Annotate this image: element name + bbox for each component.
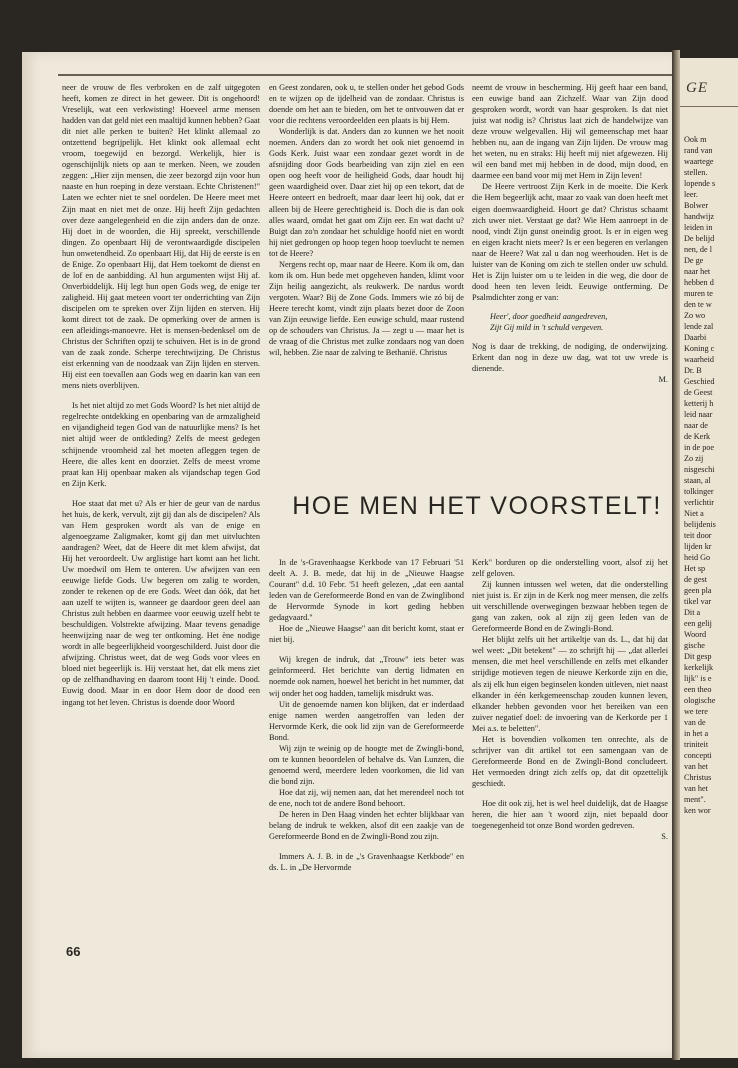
text-line: lende zal xyxy=(684,322,714,331)
paragraph: Hoe staat dat met u? Als er hier de geur van de nardus het huis, de kerk, vervult, zijt gij dan als de discipelen? Als van Hem gesproken wordt als van de enige en algenoegzame Zaligmaker, komt gij dan met uitvluchten aandragen? Weet, dat de Heere dit met klem afwijst, dat Hij het veroordeelt. Uw arglistige hart komt aan het licht. Uw moedwil om Hem te onteren. Uw afwijzen van een eeuwige liefde Gods. Uw begeren om zalig te worden, zonder te rekenen op de ere Gods. Weet dan óók, dat het aan uzelf te wijten is, wanneer ge daardoor geen deel aan Christus zult hebben en daarmee voor eeuwig uzelf hebt te beschuldigen. Volstrekte afwijzing. Maar tevens genadige heenwijzing naar de weg ter ontkoming. Het ène nodige wordt in alle begeerlijkheid voorgeschilderd. Juist door die afwijzing. Christus weet, dat de weg Gods voor vlees en bloed niet begeerlijk is. Hij verstaat het, dat elk mens ziet op de zelfhandhaving en daarom toont Hij 't einde. Dood. Euwig dood. Maar in en door Hem door de dood een ingang tot het leven. Christus is doende door Woord xyxy=(62,498,260,707)
text-line: in het a xyxy=(684,729,709,738)
text-line: den te w xyxy=(684,300,712,309)
text-line: Zo wo xyxy=(684,311,706,320)
text-line: stellen. xyxy=(684,168,708,177)
text-line: Daarbi xyxy=(684,333,707,342)
paragraph: De Heere vertroost Zijn Kerk in de moeite. Die Kerk die Hem begeerlijk acht, maar zo vaak van doen heeft met eigen doemwaardigheid. Hoort ge dat? Christus schaamt zich uwer niet. Verstaat ge dat? Wie Hem aanroept in de nood, vindt Zijn gunst oneindig groot. Is er in eigen weg en eigen kracht niets meer? Is er een begeren en verlangen naar de Heere? Wat zal u dan nog weerhouden. Het is de luister van de Koning om zich te stellen onder uw schuld. Het is Zijn luister om u te leiden in die weg, die door de dood heen ten leven leidt. Eeuwige ontferming. De Psalmdichter zong er van: xyxy=(472,182,668,302)
top-rule xyxy=(680,106,738,107)
poem-verse xyxy=(472,311,668,333)
text-line: lijk" is e xyxy=(684,674,712,683)
text-line: Niet a xyxy=(684,509,704,518)
text-line: nisgeschi xyxy=(684,465,715,474)
poem-line: Heer', door goedheid aangedreven, xyxy=(490,311,608,321)
paragraph: neemt de vrouw in bescherming. Hij geeft haar een band, een euwige band aan Zichzelf. Waar van Zijn dood gesproken wordt, wordt van haar gesproken. Is dat niet juist wat nodig is? Christus laat zich de handelwijze van deze vrouw welgevallen. Hij wil gemeenschap met haar hebben nu, aan de ingang van Zijn lijden. De vrouw mag het weten, nu en straks: Hij heeft mij niet afgewezen. Hij wil een band met mij hebben in de dood, mijn dood, en daarmee een band voor mij met Hem in Zijn leven! xyxy=(472,83,668,181)
paragraph: en Geest zondaren, ook u, te stellen onder het gebod Gods en te wijzen op de ijdelheid van de zondaar. Christus is doende om het aan te bieden, om het te ontvouwen dat er voor die rechtens veroordeelden een plaats is bij Hem. xyxy=(269,83,464,126)
text-line: ment". xyxy=(684,795,706,804)
paragraph: Wonderlijk is dat. Anders dan zo kunnen we het nooit noemen. Anders dan zo wordt het ook niet genoemd in Gods Kerk. Juist waar een zondaar gezet wordt in de afsnijding door Gods bearbeiding van zijn ziel en een open oog heeft voor de heiligheid Gods, daar houdt hij geen waardigheid over. Daar ziet hij op een tekort, dat de Heere onteert en bedroeft, maar daar leert hij ook, dat er alleen bij de Heere gerechtigheid is. Doch die is dan ook alles waard, omdat het gaat om Zijn eer. En wat dacht u? Buigt dan zo'n zondaar het schuldige hoofd niet en wordt hij niet gedrongen op hoop tegen hoop toevlucht te nemen tot de Heere? xyxy=(269,127,464,258)
paragraph: Wij kregen de indruk, dat „Trouw" iets beter was geïnformeerd. Het berichtte van dertig lidmaten en noemde ook namen, hoewel het bericht in het nummer, dat wij onder het oog hadden, tamelijk misdrukt was. xyxy=(269,655,464,698)
text-line: De belijd xyxy=(684,234,715,243)
text-line: in de poe xyxy=(684,443,715,452)
text-line: Christus xyxy=(684,773,712,782)
text-line: waartege xyxy=(684,157,714,166)
text-line: naar het xyxy=(684,267,711,276)
paragraph: Hoe dat zij, wij nemen aan, dat het merendeel noch tot de ene, noch tot de andere Bond behoort. xyxy=(269,787,464,808)
page-number: 66 xyxy=(66,944,81,959)
text-line: teit door xyxy=(684,531,712,540)
text-line: verlichtir xyxy=(684,498,715,507)
text-line: Het sp xyxy=(684,564,706,573)
text-line: nen, de l xyxy=(684,245,712,254)
text-line: belijdenis xyxy=(684,520,716,529)
paragraph: Immers A. J. B. in de „'s Gravenhaagse Kerkbode" en ds. L. in „De Hervormde xyxy=(269,852,464,873)
text-line: lijden kr xyxy=(684,542,712,551)
paragraph: Uit de genoemde namen kon blijken, dat er inderdaad enige namen werden aangetroffen van leden der Hervormde Kerk, die ook lid zijn van de Gereformeerde Bond. xyxy=(269,699,464,742)
text-line: kerkelijk xyxy=(684,663,714,672)
paragraph: Hoe de „Nieuwe Haagse" aan dit bericht komt, staat er niet bij. xyxy=(269,624,464,645)
text-line: de Geest xyxy=(684,388,713,397)
text-line: waarheid xyxy=(684,355,715,364)
text-line: Woord xyxy=(684,630,707,639)
paragraph: Kerk" borduren op die onderstelling voort, alsof zij het zelf geloven. xyxy=(472,558,668,579)
paragraph: In de 's-Gravenhaagse Kerkbode van 17 Februari '51 deelt A. J. B. mede, dat hij in de „Nieuwe Haagse Courant" d.d. 10 Febr. '51 heeft gelezen, „dat een aantal leden van de Gereformeerde Bond en van de Zwinglibond de Hervormde Synode in kort geding hebben gedagvaard." xyxy=(269,558,464,623)
column-left xyxy=(62,82,260,902)
text-line: van de xyxy=(684,718,706,727)
text-line: Koning c xyxy=(684,344,715,353)
text-line: muren te xyxy=(684,289,713,298)
text-line: De ge xyxy=(684,256,704,265)
text-line: hebben d xyxy=(684,278,714,287)
paragraph: Nergens recht op, maar naar de Heere. Kom ik om, dan kom ik om. Hun bede met opgeheven handen, klimt voor Zijn heilig aangezicht, als reukwerk. De nardus wordt vergoten. Waar? Bij de Zone Gods. Immers wie zó bij de Heere terecht komt, vindt zijn plaats bezet door de Zoon van Zijn eeuwige liefde. Een euwige schuld, maar rustend op de schouders van Christus. Ja — zegt u — maar het is de vraag of die Christus met zulke zondaars nog van doen wil, hebben. Zie naar de zalving te Bethanië. Christus xyxy=(269,259,464,358)
text-line: Dit a xyxy=(684,608,701,617)
text-line: een gelij xyxy=(684,619,712,628)
paragraph: neer de vrouw de fles verbroken en de zalf uitgegoten heeft, komen ze direct in het geweer. Dit is ongehoord! Vreselijk, wat een verkwisting! Hoeveel arme mensen hadden van dat geld niet een maaltijd kunnen hebben? Gaat dit niet alle perken te buiten? Het klinkt allemaal zo ontzettend begrijpelijk. Het klinkt ook allemaal echt vroom, toegewijd en bezorgd. Werkelijk, hier is ogenschijnlijk niets op aan te merken. Neen, we zouden zeggen: „Hier zijn mensen, die zeer bezorgd zijn voor hun naaste en hun roeping in deze verstaan. Echte Christenen!" Laten we echter niet te snel oordelen. De Heere meet met Zijn maat en niet met de onze. Hij heeft Zijn gedachten over deze aangelegenheid en die zijn anders dan de onze. Hij doet in de woorden, die Hij spreekt, verschillende dingen. Zo openbaart Hij de verontwaardigde discipelen hun onwetendheid. Zo openbaart Hij, dat Hij de eerste is en de Enige. Zo openbaart Hij, dat Hem toekomt de dienst en de lof en de aanbidding. Al hun argumenten wijst Hij af. Onverbiddelijk. Hij legt hun open Gods weg, de enige ter zaligheid. Hij gaat meteen voort ter onderrichting van Zijn discipelen om te spreken over Zijn lijden en sterven. Hij komt direct tot de zaak. De opmerking over de armen is een afleidings-manoevre. Het is mensen-bedenksel om de Christus der Schriften opzij te schuiven. Het is in de grond van de zaak zonde. Scherpe terechtwijzing. De Christus eist erkenning van de noodzaak van Zijn lijden en sterven. Hij eist een toevallen aan Gods weg en daarin kan van een mens niets overblijven. xyxy=(62,83,260,391)
right-page-title: GE xyxy=(686,80,708,96)
poem-line: Zijt Gij mild in 't schuld vergeven. xyxy=(490,322,604,332)
paragraph: Hoe dit ook zij, het is wel heel duidelijk, dat de Haagse heren, die hier aan 't woord zijn, niet bepaald door toegenegenheid tot onze Bond worden gedreven. xyxy=(472,798,668,831)
column-middle-top xyxy=(269,82,464,492)
text-line: tikel var xyxy=(684,597,712,606)
text-line: heid Go xyxy=(684,553,711,562)
article-headline: HOE MEN HET VOORSTELT! xyxy=(292,492,662,520)
text-line: naar de xyxy=(684,421,708,430)
paragraph: Is het niet altijd zo met Gods Woord? Is het niet altijd de regelrechte ontdekking en openbaring van de armzaligheid en vijandigheid tegen God van de natuurlijke mens? Is het niet altijd weer de ontkleding? Zelfs de meest gedegen schijnende vroomheid zal het moeten afleggen tegen de Heere, die alles kent en doorziet. Zelfs de meest vrome praat kan Hij openbaar maken als vijandschap tegen God en Zijn Kerk. xyxy=(62,401,260,488)
column-middle-bottom xyxy=(269,557,464,957)
text-line: we tere xyxy=(684,707,708,716)
text-line: Geschied xyxy=(684,377,715,386)
text-line: van het xyxy=(684,762,708,771)
text-line: de gest xyxy=(684,575,707,584)
text-line: Ook m xyxy=(684,135,707,144)
text-line: Dr. B xyxy=(684,366,702,375)
column-right-top xyxy=(472,82,668,502)
text-line: triniteit xyxy=(684,740,709,749)
text-line: tolkinger xyxy=(684,487,714,496)
text-line: geen pla xyxy=(684,586,712,595)
paragraph: Zij kunnen intussen wel weten, dat die onderstelling niet juist is. Er zijn in de Kerk nog meer mensen, die zelfs uit verschillende overwegingen bezwaar hebben tegen de gang van zaken, ook al zijn zij geen leden van de Gereformeerde Bond en de Zwingli-Bond. xyxy=(472,580,668,634)
text-line: Bolwer xyxy=(684,201,709,210)
text-line: een theo xyxy=(684,685,712,694)
text-line: rand van xyxy=(684,146,713,155)
magazine-page-left xyxy=(22,52,672,1058)
author-signature: M. xyxy=(658,375,668,385)
text-line: ketterij h xyxy=(684,399,714,408)
text-line: leid naar xyxy=(684,410,713,419)
text-line: Zo zij xyxy=(684,454,704,463)
paragraph: Nog is daar de trekking, de nodiging, de onderwijzing. Erkent dan nog in deze uw dag, wat tot uw vrede is dienende. xyxy=(472,342,668,374)
text-line: van het xyxy=(684,784,708,793)
text-line: concepti xyxy=(684,751,712,760)
paragraph: De heren in Den Haag vinden het echter blijkbaar van belang de indruk te wekken, alsof dit een zaakje van de Gereformeerde Bond en de Zwingli-Bond zou zijn. xyxy=(269,810,464,842)
text-line: handwijz xyxy=(684,212,715,221)
paragraph: Het blijkt zelfs uit het artikeltje van ds. L., dat hij dat wel weet: „Dit betekent" — zo schrijft hij — „dat allerlei mensen, die met heel verschillende en zelfs met elkander strijdige motieven tegen de nieuwe Kerkorde zijn en die, als zij elk hun eigen beginselen konden uitleven, niet naast elkander in één kerkgemeenschap zouden kunnen leven, elkander hebben gevonden voor het bereiken van een zuiver negatief doel: de invoering van de Kerkorde per 1 Mei a.s. te beletten". xyxy=(472,635,668,733)
right-page-text xyxy=(684,134,738,816)
text-line: ken wor xyxy=(684,806,711,815)
text-line: de Kerk xyxy=(684,432,711,441)
text-line: lopende s xyxy=(684,179,716,188)
text-line: leer. xyxy=(684,190,698,199)
text-line: leiden in xyxy=(684,223,713,232)
text-line: staan, al xyxy=(684,476,711,485)
paragraph: Wij zijn te weinig op de hoogte met de Zwingli-bond, om te kunnen beoordelen of behalve ds. Van Lunzen, die genoemd werd, meerdere leden voorkomen, die lid van die bond zijn. xyxy=(269,743,464,786)
text-line: Dit gesp xyxy=(684,652,712,661)
magazine-page-right xyxy=(680,58,738,1058)
book-gutter xyxy=(672,50,680,1060)
column-right-bottom xyxy=(472,557,668,957)
paragraph: Het is bovendien volkomen ten onrechte, als de schrijver van dit artikel tot een samengaan van de Gereformeerde Bond en de Zwingli-Bond concludeert. Het vermoeden dringt zich zelfs op, dat dit opzettelijk geschiedt. xyxy=(472,734,668,788)
top-rule xyxy=(58,74,672,76)
author-signature: S. xyxy=(661,832,668,842)
text-line: gische xyxy=(684,641,705,650)
text-line: ologische xyxy=(684,696,716,705)
